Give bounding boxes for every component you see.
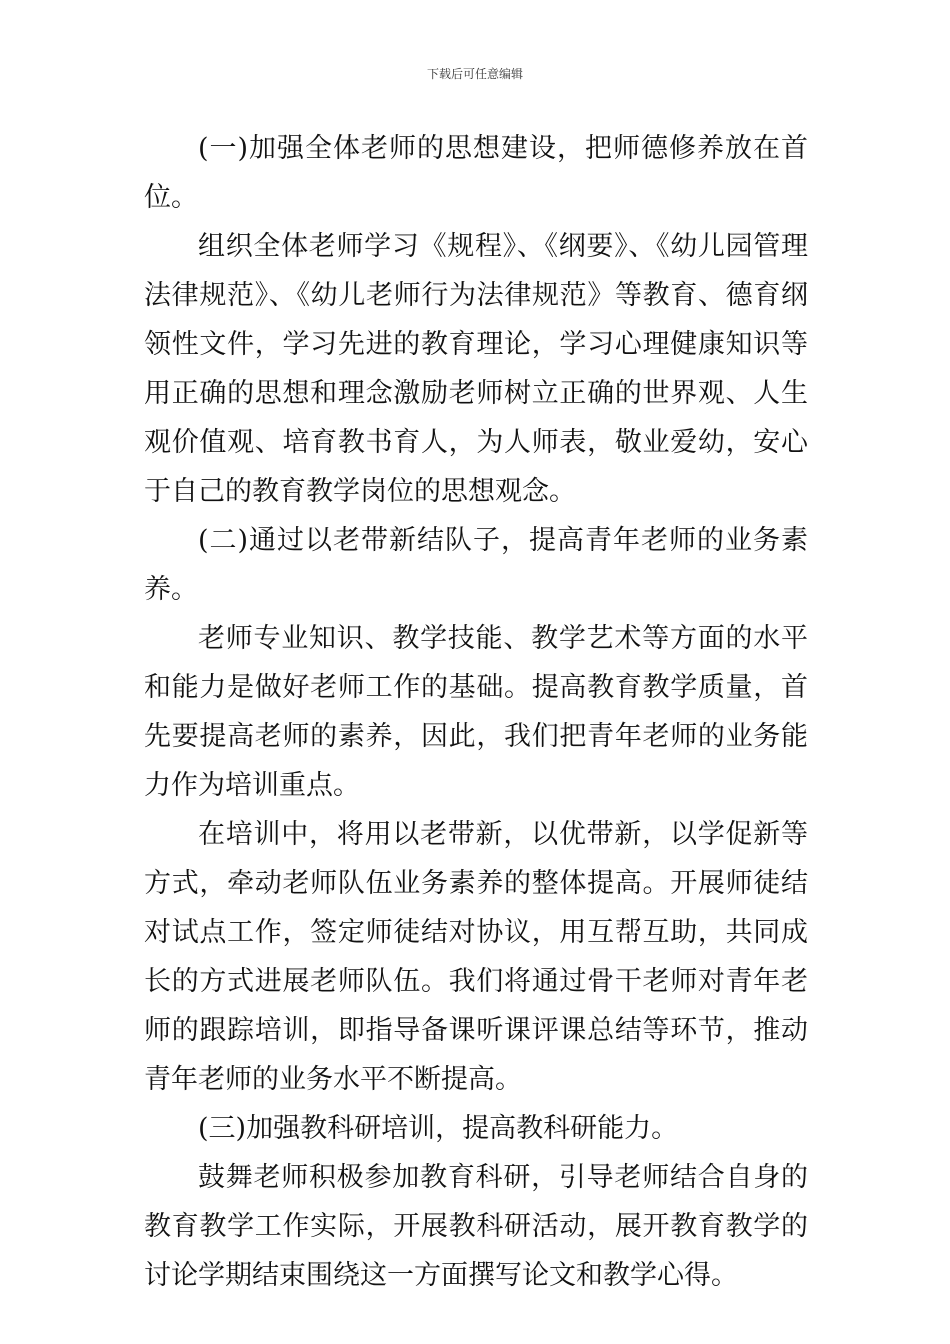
- section-heading-2: (二)通过以老带新结队子，提高青年老师的业务素养。: [144, 525, 808, 605]
- section-heading-3: (三)加强教科研培训，提高教科研能力。: [198, 1113, 679, 1144]
- section-heading-1: (一)加强全体老师的思想建设，把师德修养放在首位。: [144, 133, 808, 213]
- paragraph-2: 老师专业知识、教学技能、教学艺术等方面的水平和能力是做好老师工作的基础。提高教育教学质量，首先要提高老师的素养，因此，我们把青年老师的业务能力作为培训重点。: [144, 623, 808, 801]
- paragraph-4: 鼓舞老师积极参加教育科研，引导老师结合自身的教育教学工作实际，开展教科研活动，展开教育教学的讨论学期结束围绕这一方面撰写论文和教学心得。: [144, 1162, 808, 1291]
- document-body: [144, 124, 808, 1300]
- header-note: 下载后可任意编辑: [426, 67, 523, 81]
- paragraph-1: 组织全体老师学习《规程》、《纲要》、《幼儿园管理法律规范》、《幼儿老师行为法律规范》等教育、德育纲领性文件，学习先进的教育理论，学习心理健康知识等用正确的思想和理念激励老师树立正确的世界观、人生观价值观、培育教书育人，为人师表，敬业爱幼，安心于自己的教育教学岗位的思想观念。: [144, 231, 808, 507]
- paragraph-3: 在培训中，将用以老带新，以优带新，以学促新等方式，牵动老师队伍业务素养的整体提高。开展师徒结对试点工作，签定师徒结对协议，用互帮互助，共同成长的方式进展老师队伍。我们将通过骨干老师对青年老师的跟踪培训，即指导备课听课评课总结等环节，推动青年老师的业务水平不断提高。: [144, 819, 808, 1095]
